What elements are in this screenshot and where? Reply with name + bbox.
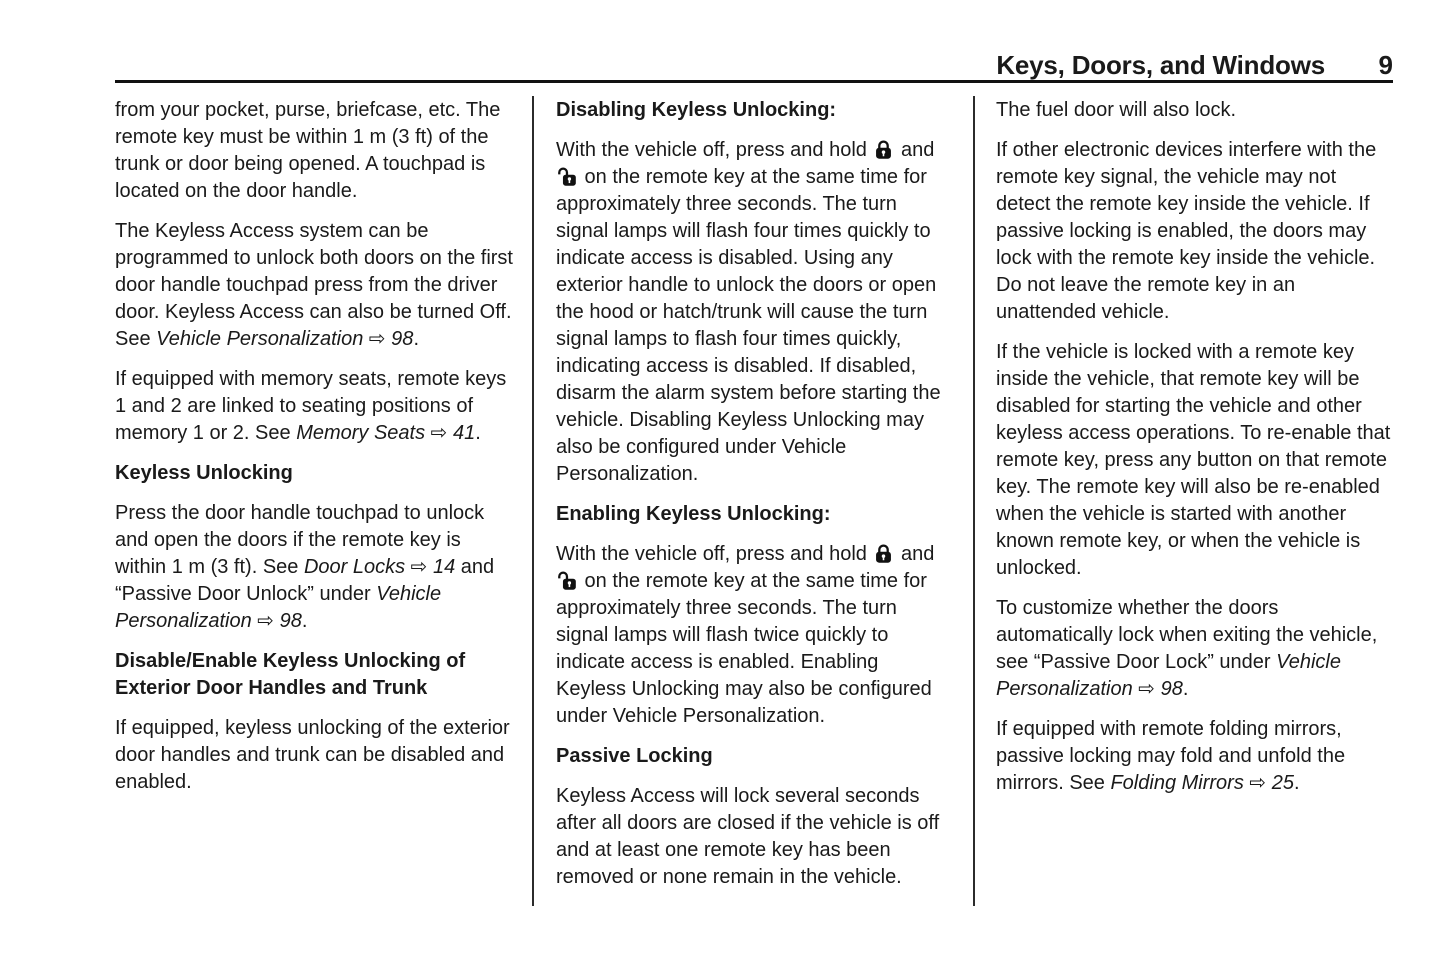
paragraph [996,716,1394,797]
body-text: and “Passive Door Unlock” under [115,556,495,605]
paragraph [115,500,513,635]
body-text: Disabling Keyless Unlocking: [556,99,837,121]
column-1 [115,97,513,809]
paragraph [115,715,513,796]
paragraph [996,137,1394,326]
cross-reference: Vehicle Personalization ⇨ 98 [115,583,442,632]
cross-reference: Memory Seats ⇨ 41 [296,422,476,444]
cross-reference: Folding Mirrors ⇨ 25 [1110,772,1294,794]
body-text: With the vehicle off, press and hold [556,139,873,161]
lock-closed-icon [873,543,894,564]
body-text: If other electronic devices interfere with the remote key signal, the vehicle may not detect the remote key inside the vehicle. If passive locking is enabled, the doors may lock with the remote key inside the vehicle. Do not leave the remote key in an unattended vehicle. [996,139,1377,323]
column-separator-2 [973,96,975,906]
paragraph [115,366,513,447]
body-text: Press the door handle touchpad to unlock and open the doors if the remote key is within 1 m (3 ft). See [115,502,485,578]
body-text: The Keyless Access system can be programmed to unlock both doors on the first door handle touchpad press from the driver door. Keyless Access can also be turned Off. See [115,220,513,350]
body-text: Disable/Enable Keyless Unlocking of Exterior Door Handles and Trunk [115,650,466,699]
body-text: Keyless Access will lock several seconds after all doors are closed if the vehicle is off and at least one remote key has been removed or none remain in the vehicle. [556,785,940,888]
body-text: Enabling Keyless Unlocking: [556,503,831,525]
paragraph [556,783,954,891]
column-3 [996,97,1394,810]
lock-open-icon [557,570,578,591]
body-text: The fuel door will also lock. [996,99,1237,121]
body-text: If equipped, keyless unlocking of the exterior door handles and trunk can be disabled and enabled. [115,717,510,793]
column-separator-1 [532,96,534,906]
body-text: . [475,422,481,444]
paragraph [556,541,954,730]
section-heading [115,460,513,487]
section-heading [556,97,954,124]
section-heading [115,648,513,702]
body-text: If equipped with memory seats, remote keys 1 and 2 are linked to seating positions of memory 1 or 2. See [115,368,507,444]
column-2 [556,97,954,904]
body-text: Keyless Unlocking [115,462,293,484]
body-text: To customize whether the doors automatically lock when exiting the vehicle, see “Passive Door Lock” under [996,597,1378,673]
body-text: and [895,139,935,161]
body-text: Passive Locking [556,745,713,767]
paragraph [115,97,513,205]
body-text: on the remote key at the same time for approximately three seconds. The turn signal lamps will flash four times quickly to indicate access is disabled. Using any exterior handle to unlock the doors or open the hood or hatch/trunk will cause the turn signal lamps to flash four times quickly, indicating access is disabled. If disabled, disarm the alarm system before starting the vehicle. Disabling Keyless Unlocking may also be configured under Vehicle Personalization. [556,166,941,485]
page-number: 9 [1378,50,1393,80]
paragraph [996,595,1394,703]
body-text: If the vehicle is locked with a remote key inside the vehicle, that remote key will be disabled for starting the vehicle and other keyless access operations. To re-enable that remote key, press any button on that remote key. The remote key will also be re-enabled when the vehicle is started with another known remote key, or when the vehicle is unlocked. [996,341,1391,579]
body-text: . [1182,678,1189,700]
cross-reference: Door Locks ⇨ 14 [303,556,456,578]
paragraph [115,218,513,353]
body-text: With the vehicle off, press and hold [556,543,873,565]
header-rule [115,80,1393,83]
body-text: If equipped with remote folding mirrors, passive locking may fold and unfold the mirrors. See [996,718,1346,794]
body-text: and [895,543,935,565]
section-heading [556,501,954,528]
lock-open-icon [557,166,578,187]
page-title: Keys, Doors, and Windows [996,50,1325,80]
body-text: . [1293,772,1300,794]
body-text: from your pocket, purse, briefcase, etc. The remote key must be within 1 m (3 ft) of the trunk or door being opened. A touchpad is located on the door handle. [115,99,501,202]
paragraph [556,137,954,488]
paragraph [996,97,1394,124]
cross-reference: Vehicle Personalization ⇨ 98 [996,651,1341,700]
lock-closed-icon [873,139,894,160]
body-text: . [301,610,308,632]
body-text: . [413,328,419,350]
cross-reference: Vehicle Personalization ⇨ 98 [156,328,414,350]
section-heading [556,743,954,770]
body-text: on the remote key at the same time for approximately three seconds. The turn signal lamps will flash twice quickly to indicate access is enabled. Enabling Keyless Unlocking may also be configured under Vehicle Personalization. [556,570,932,727]
paragraph [996,339,1394,582]
